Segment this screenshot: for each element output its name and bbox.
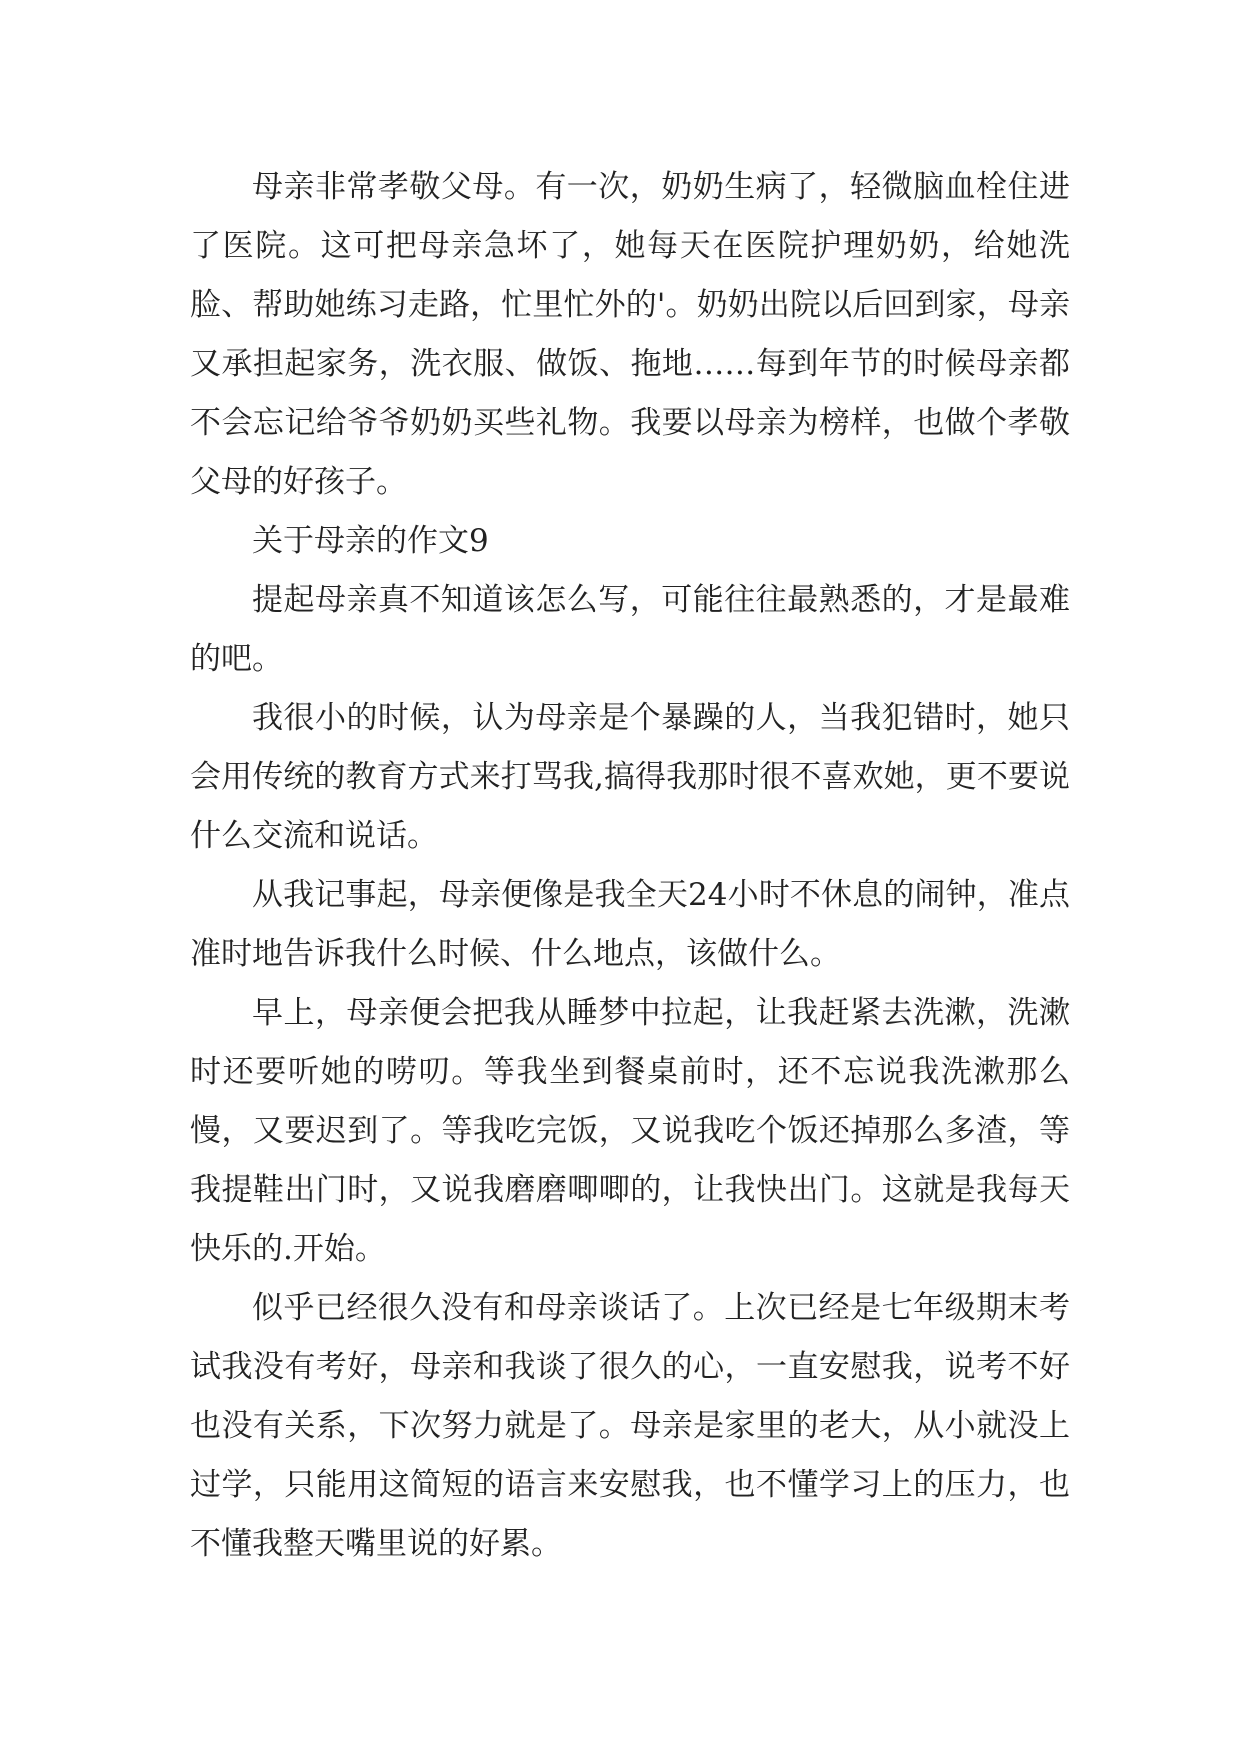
paragraph-talk: 似乎已经很久没有和母亲谈话了。上次已经是七年级期末考试我没有考好，母亲和我谈了很久的心，一直安慰我，说考不好也没有关系，下次努力就是了。母亲是家里的老大，从小就没上过学，只能用这简短的语言来安慰我，也不懂学习上的压力，也不懂我整天嘴里说的好累。 — [190, 1290, 1070, 1562]
paragraph-filial-piety: 母亲非常孝敬父母。有一次，奶奶生病了，轻微脑血栓住进了医院。这可把母亲急坏了，她每天在医院护理奶奶，给她洗脸、帮助她练习走路，忙里忙外的'。奶奶出院以后回到家，母亲又承担起家务，洗衣服、做饭、拖地……每到年节的时候母亲都不会忘记给爷爷奶奶买些礼物。我要以母亲为榜样，也做个孝敬父母的好孩子。 — [190, 169, 1070, 500]
article-body — [190, 158, 1070, 1574]
paragraph-childhood: 我很小的时候，认为母亲是个暴躁的人，当我犯错时，她只会用传统的教育方式来打骂我,搞得我那时很不喜欢她，更不要说什么交流和说话。 — [190, 700, 1070, 854]
paragraph-intro: 提起母亲真不知道该怎么写，可能往往最熟悉的，才是最难的吧。 — [190, 582, 1070, 677]
paragraph-morning: 早上，母亲便会把我从睡梦中拉起，让我赶紧去洗漱，洗漱时还要听她的唠叨。等我坐到餐桌前时，还不忘说我洗漱那么慢，又要迟到了。等我吃完饭，又说我吃个饭还掉那么多渣，等我提鞋出门时，又说我磨磨唧唧的，让我快出门。这就是我每天快乐的.开始。 — [190, 995, 1070, 1267]
paragraph-alarm-clock: 从我记事起，母亲便像是我全天24小时不休息的闹钟，准点准时地告诉我什么时候、什么地点，该做什么。 — [190, 877, 1070, 972]
essay-heading: 关于母亲的作文9 — [252, 523, 489, 559]
